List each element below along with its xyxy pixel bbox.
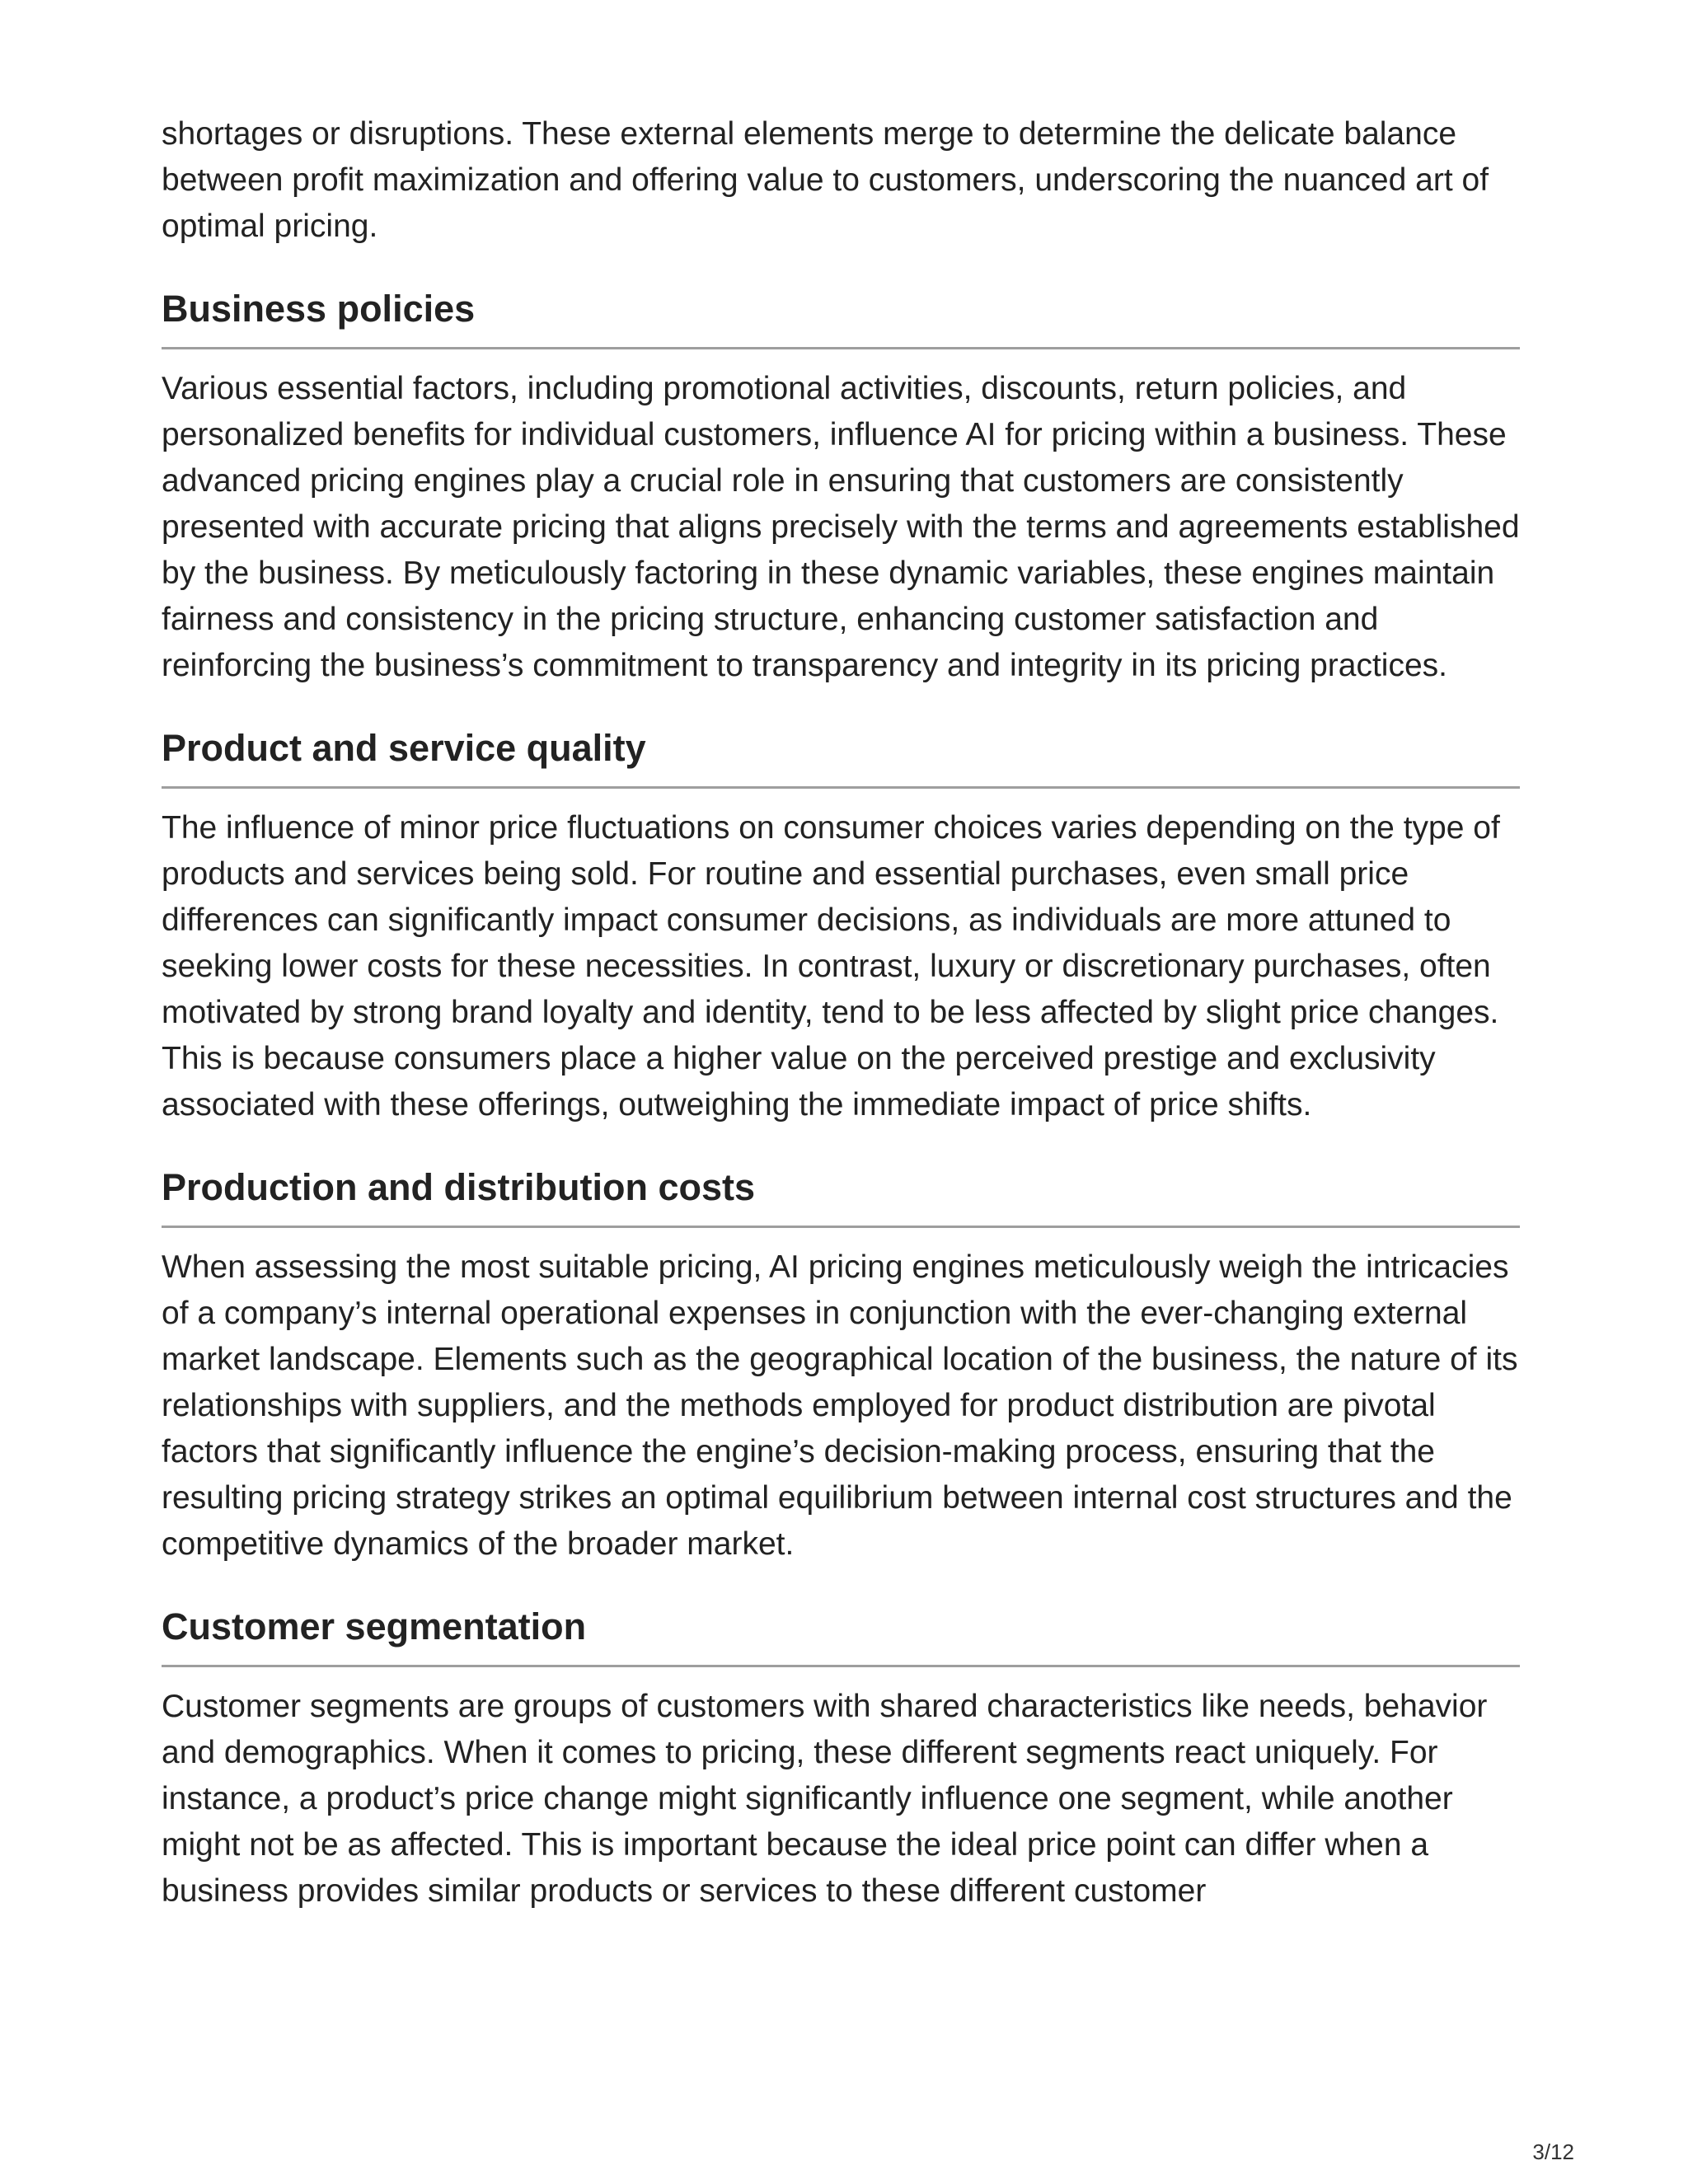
- intro-paragraph: shortages or disruptions. These external elements merge to determine the delicate balance between profit maximization and offering value to customers, underscoring the nuanced art of optimal pricing.: [162, 116, 1489, 244]
- section-heading: Product and service quality: [162, 725, 1520, 789]
- section-customer-segmentation: [162, 1604, 1520, 1915]
- section-body: The influence of minor price fluctuations on consumer choices varies depending on the type of products and services being sold. For routine and essential purchases, even small price differences can significantly impact consumer decisions, as individuals are more attuned to seeking lower costs for these necessities. In contrast, luxury or discretionary purchases, often motivated by strong brand loyalty and identity, tend to be less affected by slight price changes. This is because consumers place a higher value on the perceived prestige and exclusivity associated with these offerings, outweighing the immediate impact of price shifts.: [162, 810, 1500, 1122]
- document-page: [162, 111, 1520, 1915]
- section-heading: Production and distribution costs: [162, 1165, 1520, 1228]
- section-heading: Business policies: [162, 286, 1520, 349]
- section-body: When assessing the most suitable pricing, AI pricing engines meticulously weigh the intricacies of a company’s internal operational expenses in conjunction with the ever-changing external market landscape. Elements such as the geographical location of the business, the nature of its relationships with suppliers, and the methods employed for product distribution are pivotal factors that significantly influence the engine’s decision-making process, ensuring that the resulting pricing strategy strikes an optimal equilibrium between internal cost structures and the competitive dynamics of the broader market.: [162, 1249, 1518, 1562]
- page-number: 3/12: [1532, 2139, 1574, 2164]
- section-heading: Customer segmentation: [162, 1604, 1520, 1667]
- section-production-distribution-costs: [162, 1165, 1520, 1568]
- section-body: Various essential factors, including promotional activities, discounts, return policies, and personalized benefits for individual customers, influence AI for pricing within a business. These advanced pricing engines play a crucial role in ensuring that customers are consistently presented with accurate pricing that aligns precisely with the terms and agreements established by the business. By meticulously factoring in these dynamic variables, these engines maintain fairness and consistency in the pricing structure, enhancing customer satisfaction and reinforcing the business’s commitment to transparency and integrity in its pricing practices.: [162, 371, 1520, 683]
- section-product-service-quality: [162, 725, 1520, 1128]
- section-body: Customer segments are groups of customers with shared characteristics like needs, behavior and demographics. When it comes to pricing, these different segments react uniquely. For instance, a product’s price change might significantly influence one segment, while another might not be as affected. This is important because the ideal price point can differ when a business provides similar products or services to these different customer: [162, 1689, 1488, 1909]
- section-business-policies: [162, 286, 1520, 689]
